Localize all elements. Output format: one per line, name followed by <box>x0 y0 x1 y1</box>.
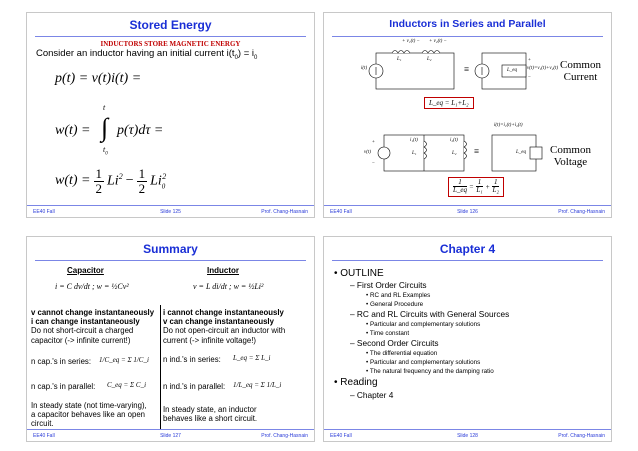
series-v2-label: + v₂(t) − <box>429 39 447 44</box>
cap-series-label: n cap.'s in series: <box>31 357 91 366</box>
series-source-label: i(t) <box>361 66 368 71</box>
outline-item-text: Second Order Circuits <box>356 338 439 348</box>
slide-footer <box>27 205 314 217</box>
outline-item-text: Time constant <box>369 330 410 337</box>
cap-steady-2: circuit. <box>31 419 54 429</box>
inductor-heading: Inductor <box>207 266 239 275</box>
parallel-caption-line2: Voltage <box>553 156 588 169</box>
capacitor-equation: i = C dv/dt ; w = ½Cv² <box>55 282 129 291</box>
series-l1-label: L₁ <box>397 57 402 62</box>
outline-item: • Particular and complementary solutions <box>366 321 481 328</box>
cap-line-1: i can change instantaneously <box>31 317 140 327</box>
parallel-source-label: v(t) <box>364 150 371 155</box>
lower-limit-t: t <box>103 145 106 154</box>
inductor-equation: v = L di/dt ; w = ½Li² <box>193 282 264 291</box>
slide-footer <box>27 429 314 441</box>
capacitor-properties <box>31 308 159 345</box>
half-fraction <box>94 167 105 195</box>
par-lhs-frac <box>453 179 467 195</box>
footer-course: EE40 Fall <box>330 209 352 215</box>
term-li0-text: Li <box>150 173 162 189</box>
outline-item-text: RC and RL Circuits with General Sources <box>356 309 510 319</box>
parallel-voltage-source <box>378 147 390 159</box>
parallel-equiv-loop <box>492 135 536 171</box>
series-l2-label: L₂ <box>427 57 432 62</box>
term-li <box>107 172 123 190</box>
intro-sub2: 0 <box>254 54 258 61</box>
term-li-text: Li <box>107 173 119 189</box>
parallel-leq-label: L_eq <box>516 150 526 155</box>
parallel-formula <box>448 177 504 197</box>
ind-steady-0: In steady state, an inductor <box>163 405 257 414</box>
footer-course: EE40 Fall <box>33 209 55 215</box>
inductor-l1-coil <box>392 51 410 54</box>
minus-sign: − <box>125 173 134 189</box>
inductor-p2-coil <box>464 141 467 159</box>
outline-item-text: The differential equation <box>369 350 438 357</box>
series-plus-sign: + <box>528 58 531 63</box>
title-rule <box>35 260 306 261</box>
parallel-i1-label: i₁(t) <box>410 138 418 143</box>
slide-title: Inductors in Series and Parallel <box>389 18 546 30</box>
slide-footer <box>324 429 611 441</box>
parallel-minus-sign: − <box>372 161 375 166</box>
cap-parallel-formula: C_eq = Σ C_i <box>107 381 147 389</box>
ind-line-0: i cannot change instantaneously <box>163 308 284 317</box>
par-b-den: L₂ <box>492 186 499 195</box>
series-loop <box>376 53 454 89</box>
outline-item: – RC and RL Circuits with General Sources <box>350 309 510 319</box>
outline-item-text: Chapter 4 <box>356 390 394 400</box>
integral-sign: ∫ <box>101 113 109 142</box>
outline-item: • Time constant <box>366 330 410 337</box>
energy-result-equation <box>55 167 166 195</box>
energy-integral-body: p(τ)dτ = <box>117 123 164 138</box>
outline-item-text: General Procedure <box>369 301 424 308</box>
footer-course: EE40 Fall <box>33 433 55 439</box>
title-rule <box>35 36 306 37</box>
intro-text <box>36 48 257 61</box>
outline-item: • The differential equation <box>366 350 438 357</box>
cap-parallel-label: n cap.'s in parallel: <box>31 382 96 391</box>
half-den: 2 <box>95 180 102 196</box>
term-li-sq: 2 <box>118 172 123 182</box>
slide-banner: INDUCTORS STORE MAGNETIC ENERGY <box>100 40 241 48</box>
cap-line-3: capacitor (-> infinite current!) <box>31 335 131 345</box>
outline-item: • RC and RL Examples <box>366 292 431 299</box>
slide-stored-energy <box>26 12 315 218</box>
cap-series-formula: 1/C_eq = Σ 1/C_i <box>99 356 149 364</box>
lower-limit-sub: 0 <box>105 151 108 157</box>
series-vtotal-label: v(t)=v₁(t)+v₂(t) <box>527 66 559 71</box>
parallel-equiv-inductor <box>530 147 542 159</box>
parallel-caption <box>550 144 591 168</box>
series-circuit <box>369 51 526 90</box>
par-a-frac <box>476 179 484 195</box>
intro-sub: 0 <box>234 54 238 61</box>
outline-item-text: OUTLINE <box>340 268 384 279</box>
energy-result-lhs: w(t) = <box>55 173 91 189</box>
footer-page: Slide 125 <box>160 209 181 215</box>
slide-chapter-4 <box>323 236 612 442</box>
power-equation: p(t) = v(t)i(t) = <box>55 71 142 86</box>
footer-course: EE40 Fall <box>330 433 352 439</box>
outline-item-text: Particular and complementary solutions <box>369 321 481 328</box>
outline-item: – Second Order Circuits <box>350 338 439 348</box>
footer-page: Slide 127 <box>160 433 181 439</box>
outline-item: – First Order Circuits <box>350 280 427 290</box>
term-li0 <box>150 172 166 190</box>
series-caption <box>560 59 601 83</box>
ind-line-1: v can change instantaneously <box>163 317 274 327</box>
par-b-num: 1 <box>493 178 498 186</box>
parallel-i2-label: i₂(t) <box>450 138 458 143</box>
title-rule <box>332 260 603 261</box>
cap-steady-1: a capacitor behaves like an open <box>31 410 145 420</box>
inductor-l2-coil <box>422 51 440 54</box>
footer-author: Prof. Chang-Hasnain <box>558 433 605 439</box>
ind-line-2: Do not open-circuit an inductor with <box>163 326 286 336</box>
intro-main: Consider an inductor having an initial current i(t <box>36 48 235 59</box>
par-lhs-num: 1 <box>453 179 467 187</box>
integral-upper-limit: t <box>103 103 106 112</box>
series-caption-line1: Common <box>560 59 601 71</box>
par-eq-sign: = <box>469 182 474 191</box>
ind-series-formula: L_eq = Σ L_i <box>233 354 271 362</box>
par-a-num: 1 <box>477 178 482 186</box>
slide-footer <box>324 205 611 217</box>
outline-item: • Particular and complementary solutions <box>366 359 481 366</box>
parallel-l1-label: L₁ <box>412 151 417 156</box>
outline-item-text: Reading <box>340 377 378 388</box>
slide-summary <box>26 236 315 442</box>
capacitor-heading: Capacitor <box>67 266 104 275</box>
energy-integral-lhs: w(t) = <box>55 123 91 138</box>
intro-end: ) = i <box>237 48 255 59</box>
inductor-p1-coil <box>424 141 427 159</box>
footer-author: Prof. Chang-Hasnain <box>261 433 308 439</box>
series-minus-sign: − <box>528 75 531 80</box>
term-li0-sub: 0 <box>161 182 166 191</box>
integral-lower-limit <box>103 145 108 157</box>
half-den-2: 2 <box>138 180 146 196</box>
footer-page: Slide 128 <box>457 433 478 439</box>
ind-steady-1: behaves like a short circuit. <box>163 414 258 424</box>
slide-inductors-series-parallel <box>323 12 612 218</box>
inductor-properties <box>163 308 313 345</box>
series-v1-label: + v₁(t) − <box>402 39 420 44</box>
cap-line-0: v cannot change instantaneously <box>31 308 155 317</box>
outline-item-text: Particular and complementary solutions <box>369 359 481 366</box>
outline-item: • OUTLINE <box>334 268 384 279</box>
series-caption-line2: Current <box>563 71 598 84</box>
parallel-l2-label: L₂ <box>452 151 457 156</box>
cap-line-2: Do not short-circuit a charged <box>31 326 134 336</box>
footer-author: Prof. Chang-Hasnain <box>558 209 605 215</box>
par-lhs-den: L_eq <box>453 186 467 195</box>
outline-item-text: First Order Circuits <box>356 280 427 290</box>
cap-steady-state <box>31 401 161 429</box>
par-a-den: L₁ <box>476 186 483 195</box>
outline-item: • General Procedure <box>366 301 424 308</box>
ind-parallel-formula: 1/L_eq = Σ 1/L_i <box>233 381 282 389</box>
half-num: 1 <box>95 166 102 181</box>
par-plus-sign: + <box>485 182 490 191</box>
ind-parallel-label: n ind.'s in parallel: <box>163 382 226 391</box>
half-fraction-2 <box>137 167 148 195</box>
outline-item-text: RC and RL Examples <box>369 292 431 299</box>
term-li0-sq: 2 <box>162 171 167 181</box>
parallel-plus-sign: + <box>372 140 375 145</box>
ind-steady-state <box>163 405 313 423</box>
parallel-top-label: i(t)=i₁(t)+i₂(t) <box>494 123 523 128</box>
slide-title: Stored Energy <box>129 18 212 32</box>
par-b-frac <box>492 179 500 195</box>
parallel-caption-line1: Common <box>550 144 591 156</box>
outline-item: • The natural frequency and the damping ratio <box>366 368 494 375</box>
cap-steady-0: In steady state (not time-varying), <box>31 401 147 410</box>
outline-list <box>334 267 607 401</box>
series-equiv-sign: ≡ <box>464 64 470 74</box>
slide-title: Chapter 4 <box>439 242 496 256</box>
ind-series-label: n ind.'s in series: <box>163 355 221 364</box>
footer-page: Slide 126 <box>457 209 478 215</box>
series-formula: L_eq = L₁+L₂ <box>424 97 474 109</box>
parallel-equiv-sign: ≡ <box>474 146 480 156</box>
half-num-2: 1 <box>138 166 146 181</box>
slide-title: Summary <box>143 242 198 256</box>
outline-item: • Reading <box>334 377 378 388</box>
series-leq-label: L_eq <box>507 68 517 73</box>
ind-line-3: current (-> infinite voltage!) <box>163 335 256 345</box>
outline-item: – Chapter 4 <box>350 390 394 400</box>
footer-author: Prof. Chang-Hasnain <box>261 209 308 215</box>
outline-item-text: The natural frequency and the damping ratio <box>369 368 494 375</box>
